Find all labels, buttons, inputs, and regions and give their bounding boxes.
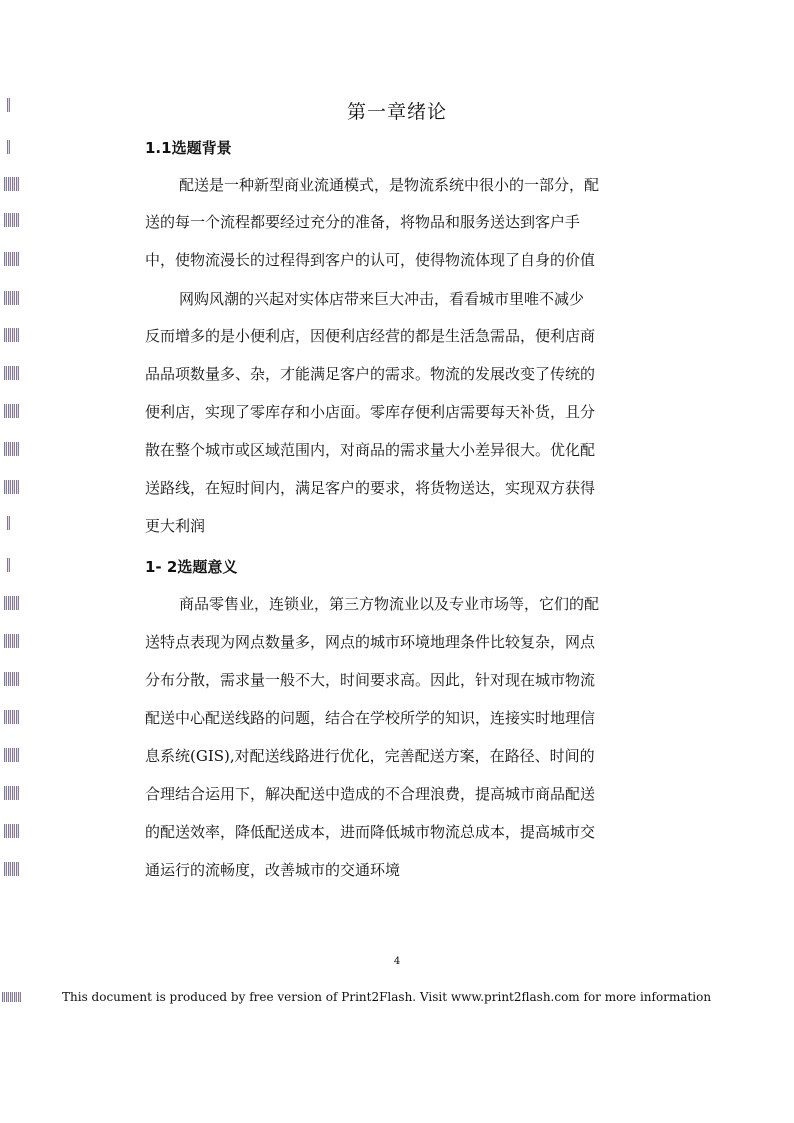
paragraph-line: 送特点表现为网点数量多，网点的城市环境地理条件比较复杂，网点 — [145, 633, 596, 651]
margin-artifact — [4, 404, 20, 418]
section-heading-background: 1.1选题背景 — [145, 139, 232, 157]
paragraph-line: 分布分散，需求量一般不大，时间要求高。因此，针对现在城市物流 — [145, 671, 596, 689]
margin-artifact — [4, 252, 20, 266]
watermark-footer: This document is produced by free version of Print2Flash. Visit www.print2flash.com for more information — [62, 990, 712, 1004]
margin-artifact — [4, 786, 20, 800]
paragraph-line: 的配送效率，降低配送成本，进而降低城市物流总成本，提高城市交 — [145, 823, 596, 841]
paragraph-line: 网购风潮的兴起对实体店带来巨大冲击，看看城市里唯不减少 — [179, 290, 585, 308]
paragraph-line: 送路线，在短时间内，满足客户的要求，将货物送达，实现双方获得 — [145, 479, 596, 497]
paragraph-line: 中，使物流漫长的过程得到客户的认可，使得物流体现了自身的价值 — [145, 251, 596, 269]
margin-artifact — [4, 366, 20, 380]
paragraph-line: 更大利润 — [145, 517, 206, 535]
margin-artifact — [4, 748, 20, 762]
paragraph-line: 通运行的流畅度，改善城市的交通环境 — [145, 861, 401, 879]
paragraph-line: 散在整个城市或区域范围内，对商品的需求量大小差异很大。优化配 — [145, 441, 596, 459]
margin-artifact — [4, 824, 20, 838]
margin-artifact — [7, 98, 10, 112]
paragraph-line: 便利店，实现了零库存和小店面。零库存便利店需要每天补货，且分 — [145, 403, 596, 421]
margin-artifact — [7, 140, 10, 154]
margin-artifact — [4, 328, 20, 342]
margin-artifact — [4, 480, 20, 494]
paragraph-line: 品品项数量多、杂，才能满足客户的需求。物流的发展改变了传统的 — [145, 365, 596, 383]
page-number: 4 — [393, 956, 401, 967]
margin-artifact — [4, 291, 20, 305]
paragraph-line: 反而增多的是小便利店，因便利店经营的都是生活急需品，便利店商 — [145, 327, 596, 345]
margin-artifact — [7, 516, 10, 530]
margin-artifact — [4, 213, 20, 227]
footer-artifact — [2, 992, 22, 1002]
margin-artifact — [4, 634, 20, 648]
margin-artifact — [7, 558, 10, 572]
paragraph-line: 配送是一种新型商业流通模式，是物流系统中很小的一部分，配 — [179, 176, 600, 194]
paragraph-line: 送的每一个流程都要经过充分的准备，将物品和服务送达到客户手 — [145, 213, 581, 231]
paragraph-line: 合理结合运用下，解决配送中造成的不合理浪费，提高城市商品配送 — [145, 785, 596, 803]
margin-artifact — [4, 442, 20, 456]
paragraph-line: 息系统(GIS),对配送线路进行优化，完善配送方案，在路径、时间的 — [145, 747, 595, 765]
paragraph-line: 商品零售业，连锁业，第三方物流业以及专业市场等，它们的配 — [179, 595, 600, 613]
margin-artifact — [4, 596, 20, 610]
section-heading-significance: 1- 2选题意义 — [145, 558, 238, 576]
margin-artifact — [4, 177, 20, 191]
margin-artifact — [4, 672, 20, 686]
paragraph-line: 配送中心配送线路的问题，结合在学校所学的知识，连接实时地理信 — [145, 709, 596, 727]
margin-artifact — [4, 710, 20, 724]
chapter-title: 第一章绪论 — [346, 101, 447, 123]
margin-artifact — [4, 862, 20, 876]
